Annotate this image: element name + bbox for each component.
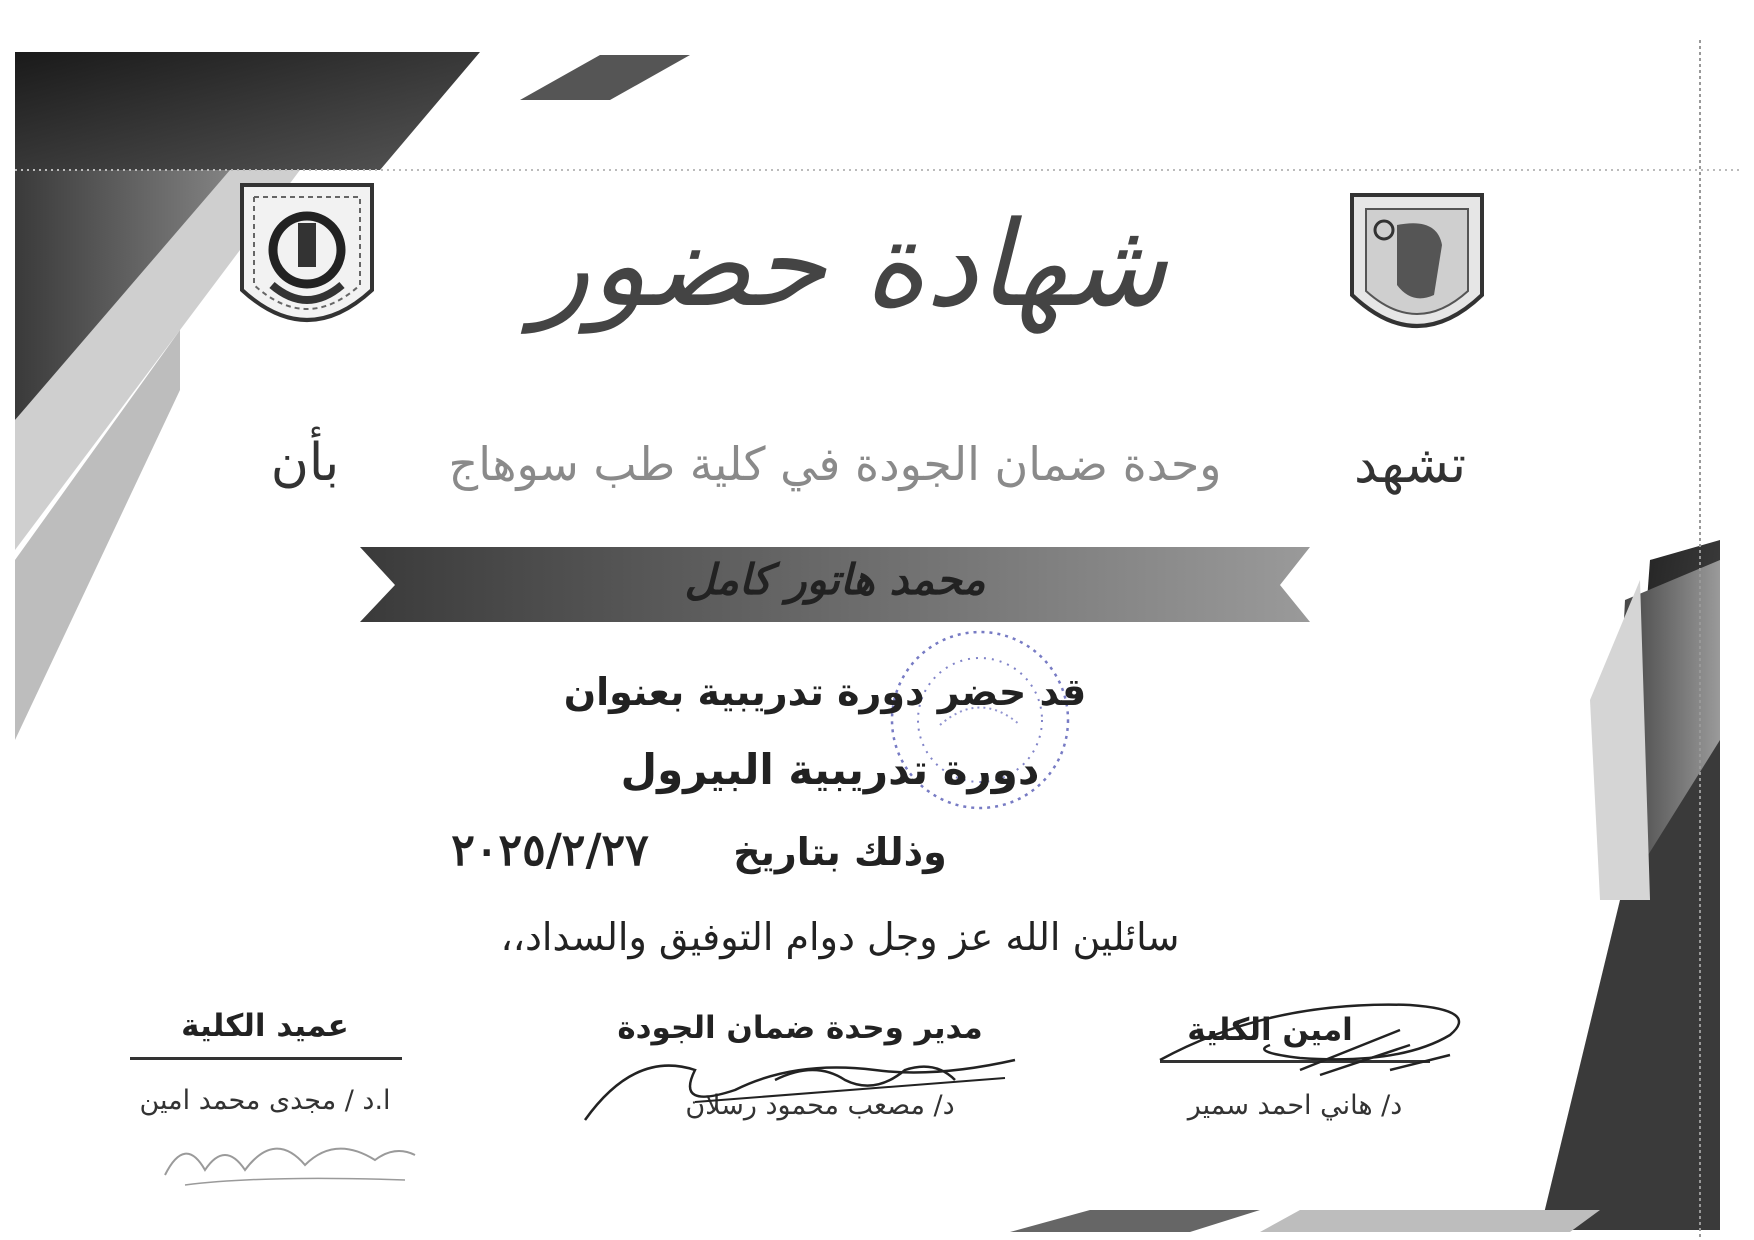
signature-title-dean: عميد الكلية: [181, 1008, 349, 1044]
signature-title-college-secretary: امين الكلية: [1187, 1012, 1353, 1048]
signature-name-dean: ا.د / مجدى محمد امين: [139, 1085, 391, 1116]
sohag-university-logo-icon: [1342, 185, 1492, 360]
certifies-word: تشهد: [1353, 435, 1467, 495]
closing-text: سائلين الله عز وجل دوام التوفيق والسداد،،: [500, 915, 1180, 959]
signature-line: [130, 1057, 402, 1060]
certificate-title: شهادة حضور: [532, 195, 1168, 333]
that-word: بأن: [270, 433, 340, 493]
issuer-text: وحدة ضمان الجودة في كلية طب سوهاج: [448, 437, 1222, 491]
recipient-name: محمد هاتور كامل: [684, 555, 986, 604]
signature-title-quality-director: مدير وحدة ضمان الجودة: [617, 1010, 983, 1046]
signature-name-college-secretary: د/ هاني احمد سمير: [1187, 1090, 1403, 1121]
date-value: ٢٠٢٥/٢/٢٧: [451, 825, 649, 876]
signature-scribble-icon: [145, 1115, 425, 1195]
date-label: وذلك بتاريخ: [733, 830, 947, 874]
signature-scribble-icon: [575, 1040, 1025, 1130]
faculty-of-medicine-logo-icon: [232, 175, 382, 350]
course-title: دورة تدريبية البيرول: [620, 745, 1040, 794]
signature-scribble-icon: [1150, 990, 1490, 1110]
attended-course-text: قد حضر دورة تدريبية بعنوان: [563, 670, 1087, 714]
signature-name-quality-director: د/ مصعب محمود رسلان: [685, 1090, 955, 1121]
